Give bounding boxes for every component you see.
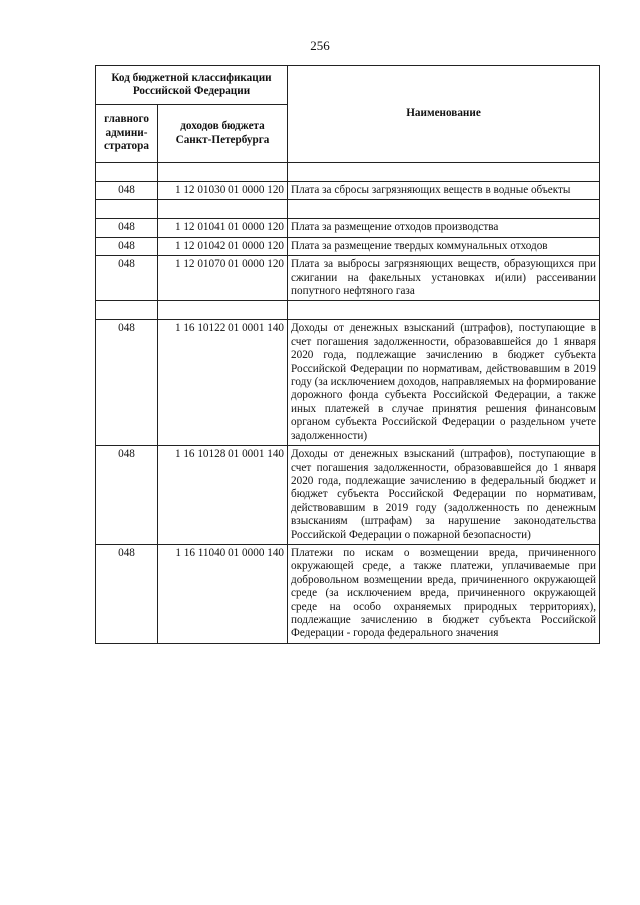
page-number: 256 xyxy=(310,38,330,53)
revenue-code-cell: 1 16 10122 01 0001 140 xyxy=(158,320,288,446)
table-row xyxy=(96,219,600,237)
header-classification-code: Код бюджетной классификации Российской Федерации xyxy=(96,66,288,105)
revenue-code-cell: 1 12 01070 01 0000 120 xyxy=(158,256,288,301)
revenue-code-cell: 1 12 01030 01 0000 120 xyxy=(158,182,288,200)
name-cell: Доходы от денежных взысканий (штрафов), поступающие в счет погашения задолженности, образовавшейся до 1 января 2020 года, подлежащие зачислению в федеральный бюджет и бюджет субъекта Российской Федерации по нормативам, действовавшим в 2019 году (задолженность по денежным взысканиям (штрафам) за нарушение законодательства Российской Федерации о пожарной безопасности) xyxy=(288,446,600,545)
table-row xyxy=(96,544,600,643)
admin-code-cell: 048 xyxy=(96,256,158,301)
admin-code-cell: 048 xyxy=(96,237,158,255)
revenue-code-cell: 1 16 10128 01 0001 140 xyxy=(158,446,288,545)
table-row xyxy=(96,256,600,301)
name-cell: Плата за размещение твердых коммунальных отходов xyxy=(288,237,600,255)
name-cell: Плата за выбросы загрязняющих веществ, образующихся при сжигании на факельных установках и(или) рассеивании попутного нефтяного газа xyxy=(288,256,600,301)
table-row xyxy=(96,446,600,545)
admin-code-cell: 048 xyxy=(96,544,158,643)
revenue-code-cell: 1 12 01041 01 0000 120 xyxy=(158,219,288,237)
admin-code-cell: 048 xyxy=(96,182,158,200)
table-row xyxy=(96,182,600,200)
revenue-code-cell: 1 12 01042 01 0000 120 xyxy=(158,237,288,255)
name-cell: Плата за размещение отходов производства xyxy=(288,219,600,237)
table-body xyxy=(96,163,600,644)
budget-classification-table xyxy=(95,65,600,644)
table-row xyxy=(96,320,600,446)
admin-code-cell: 048 xyxy=(96,446,158,545)
name-cell: Плата за сбросы загрязняющих веществ в водные объекты xyxy=(288,182,600,200)
header-row-group xyxy=(96,66,600,105)
header-main-administrator: главного админи-стратора xyxy=(96,105,158,163)
spacer-row xyxy=(96,301,600,320)
name-cell: Доходы от денежных взысканий (штрафов), поступающие в счет погашения задолженности, образовавшейся до 1 января 2020 года, подлежащие зачислению в бюджет субъекта Российской Федерации по нормативам, действовавшим в 2019 году (за исключением доходов, направляемых на формирование дорожного фонда субъекта Российской Федерации, а также иных платежей в случае принятия решения финансовым органом субъекта Российской Федерации о раздельном учете задолженности) xyxy=(288,320,600,446)
spacer-row xyxy=(96,200,600,219)
header-budget-revenue-code: доходов бюджета Санкт-Петербурга xyxy=(158,105,288,163)
revenue-code-cell: 1 16 11040 01 0000 140 xyxy=(158,544,288,643)
admin-code-cell: 048 xyxy=(96,219,158,237)
table-header xyxy=(96,66,600,163)
name-cell: Платежи по искам о возмещении вреда, причиненного окружающей среде, а также платежи, уплачиваемые при добровольном возмещении вреда, причиненного окружающей среде (за исключением вреда, причиненного окружающей среде на особо охраняемых природных территориях), подлежащие зачислению в бюджет субъекта Российской Федерации - города федерального значения xyxy=(288,544,600,643)
spacer-row xyxy=(96,163,600,182)
header-name: Наименование xyxy=(288,66,600,163)
admin-code-cell: 048 xyxy=(96,320,158,446)
table-row xyxy=(96,237,600,255)
